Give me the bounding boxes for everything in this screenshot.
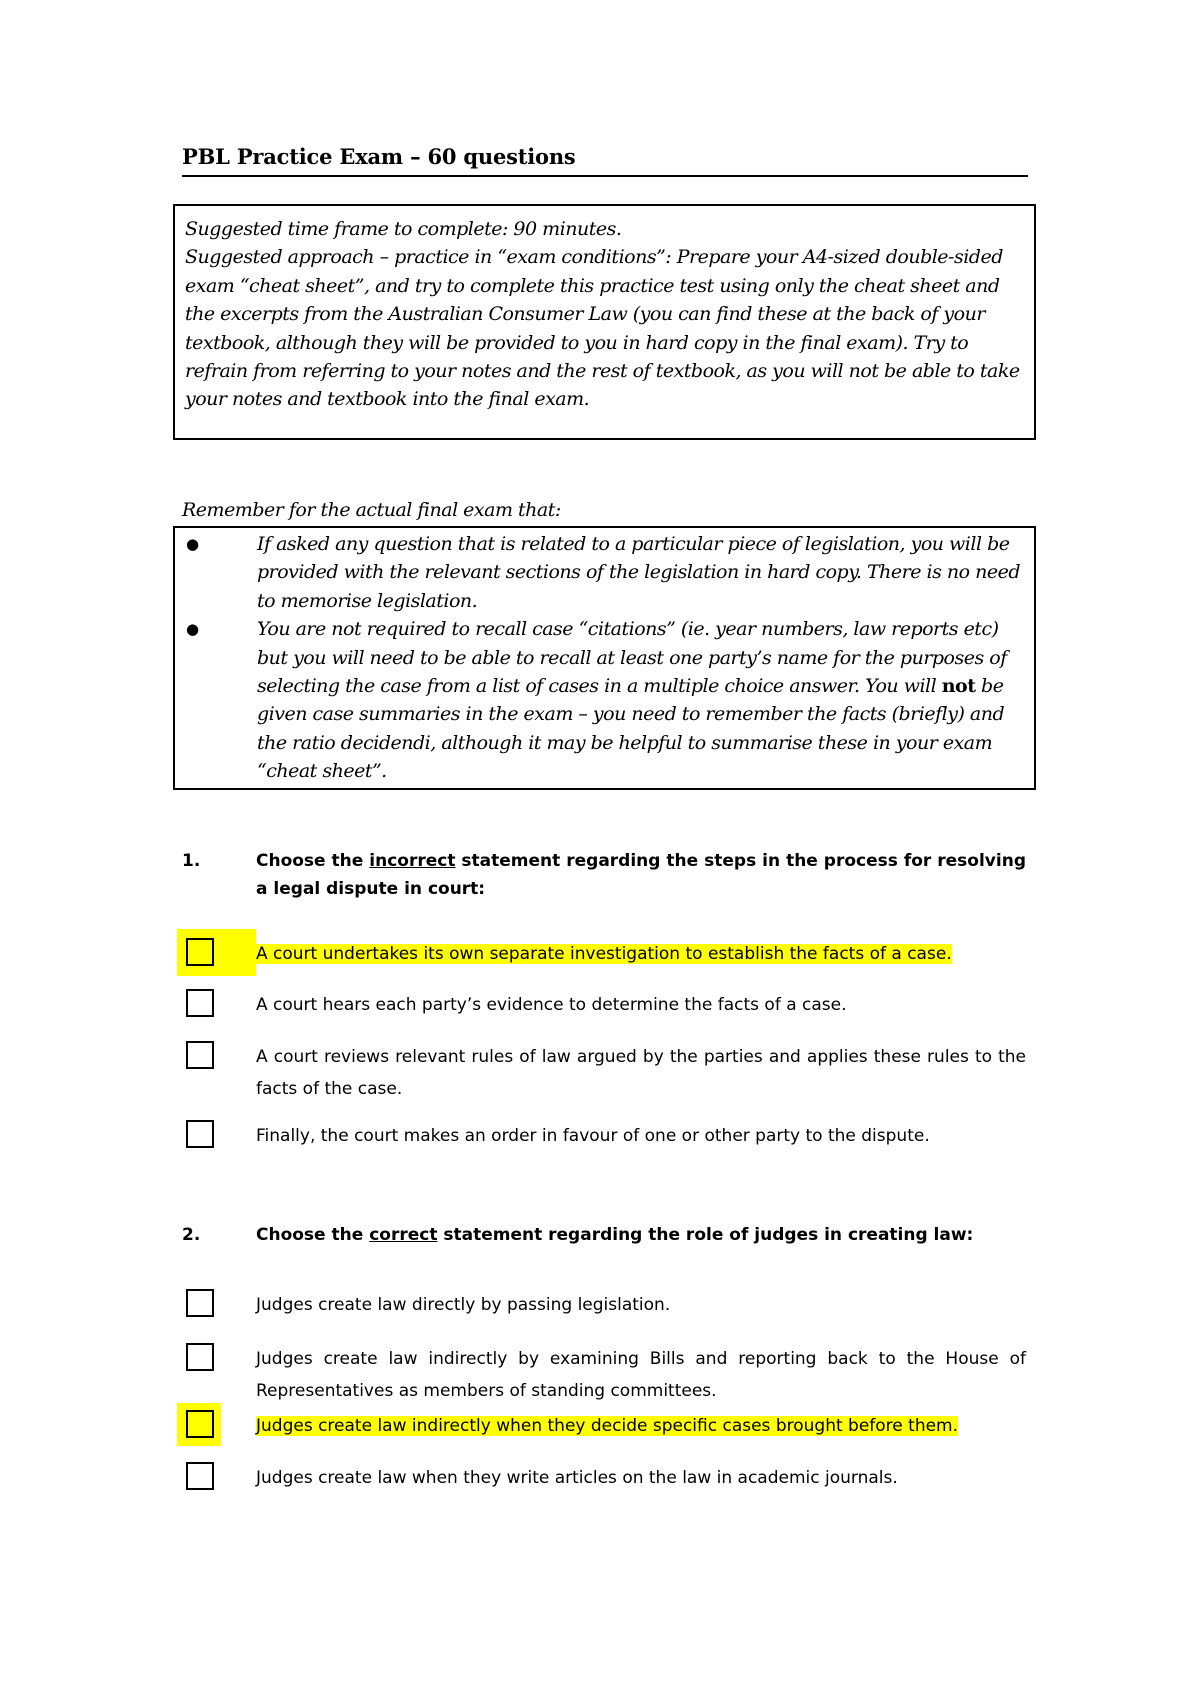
question-suffix: statement regarding the role of judges in creating law: [437,1225,974,1245]
question-1 [182,847,1026,903]
bullet-1-text: If asked any question that is related to a particular piece of legislation, you will be provided with the relevant sections of the legislation in hard copy. There is no need to memorise legislation. [257,533,1020,612]
option-text: A court undertakes its own separate investigation to establish the facts of a case. [256,944,952,964]
option-text: Finally, the court makes an order in favour of one or other party to the dispute. [256,1126,930,1146]
q2-option-c[interactable] [186,1410,1026,1442]
option-text: A court reviews relevant rules of law argued by the parties and applies these rules to the facts of the case. [256,1047,1026,1099]
q1-option-a[interactable] [186,938,1026,970]
option-text: Judges create law indirectly when they decide specific cases brought before them. [256,1416,959,1436]
remember-box [173,526,1036,790]
option-text: A court hears each party’s evidence to determine the facts of a case. [256,995,847,1015]
q2-option-d[interactable] [186,1462,1026,1494]
question-prefix: Choose the [256,851,370,871]
checkbox[interactable] [186,938,214,966]
question-2 [182,1221,1026,1249]
question-text [256,847,1026,903]
question-keyword: incorrect [369,851,456,871]
remember-heading: Remember for the actual final exam that: [182,499,561,521]
checkbox[interactable] [186,1041,214,1069]
question-prefix: Choose the [256,1225,370,1245]
q1-option-c[interactable] [186,1041,1026,1105]
checkbox[interactable] [186,1120,214,1148]
approach-text: Suggested approach – practice in “exam conditions”: Prepare your A4-sized double-sided exam “cheat sheet”, and try to complete this practice test using only the cheat sheet and the excerpts from the Australian Consumer Law (you can find these at the back of your textbook, although they will be provided to you in hard copy in the final exam). Try to refrain from referring to your notes and the rest of textbook, as you will not be able to take your notes and textbook into the final exam. [185,246,1020,411]
q2-option-a[interactable] [186,1289,1026,1321]
question-keyword: correct [369,1225,438,1245]
remember-bullet-1 [175,530,1024,615]
remember-bullet-2 [175,615,1024,785]
time-frame-text: Suggested time frame to complete: 90 minutes. [185,218,622,240]
checkbox[interactable] [186,989,214,1017]
bullet-dot: ● [186,535,199,553]
bullet-2-text-b: be given case summaries in the exam – you need to remember the facts (briefly) and the ratio decidendi, although it may be helpful to summarise these in your exam “cheat sheet”. [257,675,1005,783]
q2-option-b[interactable] [186,1343,1026,1407]
intro-box [173,204,1036,440]
option-text: Judges create law indirectly by examining Bills and reporting back to the House of Representatives as members of standing committees. [256,1349,1026,1401]
question-number: 1. [182,851,201,871]
bullet-dot: ● [186,620,199,639]
checkbox[interactable] [186,1410,214,1438]
q1-option-d[interactable] [186,1120,1026,1152]
bullet-2-text-a: You are not required to recall case “citations” (ie. year numbers, law reports etc) but you will need to be able to recall at least one party’s name for the purposes of selecting the case from a list of cases in a multiple choice answer. You will [257,618,1007,698]
q1-option-b[interactable] [186,989,1026,1021]
option-text: Judges create law when they write articles on the law in academic journals. [256,1468,898,1488]
option-text: Judges create law directly by passing legislation. [256,1295,671,1315]
bullet-2-bold: not [941,675,976,698]
page-title: PBL Practice Exam – 60 questions [182,144,1028,177]
question-suffix: statement regarding the steps in the process for resolving a legal dispute in court: [256,851,1026,899]
checkbox[interactable] [186,1289,214,1317]
question-number: 2. [182,1225,201,1245]
checkbox[interactable] [186,1462,214,1490]
question-text [256,1221,1026,1249]
checkbox[interactable] [186,1343,214,1371]
